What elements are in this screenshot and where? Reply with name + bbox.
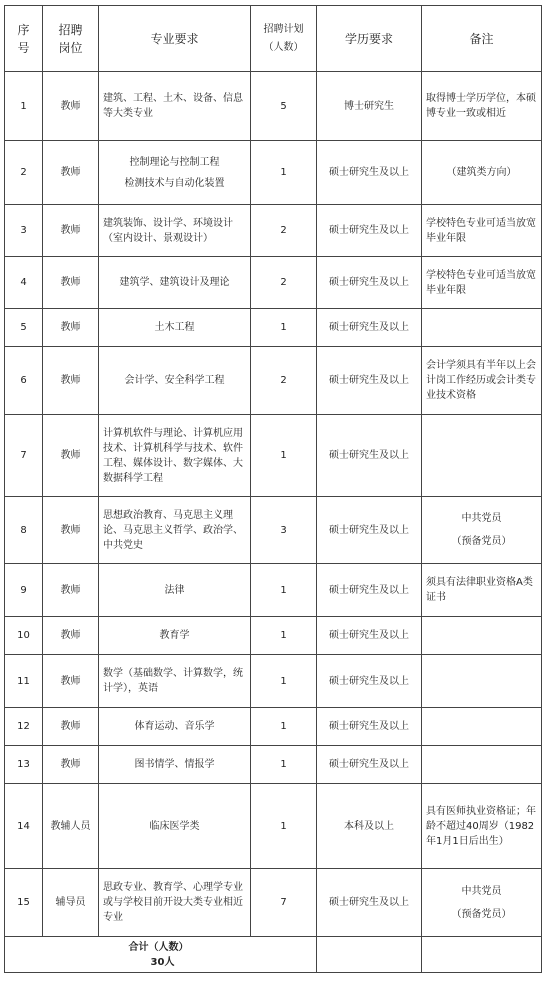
cell-notes (422, 746, 542, 784)
cell-count: 2 (251, 205, 317, 257)
recruitment-table (4, 5, 542, 973)
cell-position: 教辅人员 (43, 784, 99, 869)
cell-position: 辅导员 (43, 869, 99, 937)
cell-education: 硕士研究生及以上 (317, 257, 422, 309)
cell-education: 本科及以上 (317, 784, 422, 869)
cell-index: 4 (5, 257, 43, 309)
cell-notes: 取得博士学历学位，本硕博专业一致或相近 (422, 72, 542, 141)
cell-index: 13 (5, 746, 43, 784)
cell-index: 15 (5, 869, 43, 937)
cell-position: 教师 (43, 141, 99, 205)
cell-count: 1 (251, 655, 317, 708)
cell-position: 教师 (43, 205, 99, 257)
table-row (5, 141, 542, 205)
cell-major: 会计学、安全科学工程 (99, 347, 251, 415)
cell-index: 1 (5, 72, 43, 141)
cell-education: 硕士研究生及以上 (317, 655, 422, 708)
cell-index: 12 (5, 708, 43, 746)
cell-notes: 具有医师执业资格证；年龄不超过40周岁（1982年1月1日后出生） (422, 784, 542, 869)
cell-count: 1 (251, 708, 317, 746)
cell-index: 8 (5, 497, 43, 564)
cell-notes: 会计学须具有半年以上会计岗工作经历或会计类专业技术资格 (422, 347, 542, 415)
header-row (5, 6, 542, 72)
header-position: 招聘 岗位 (43, 6, 99, 72)
table-row (5, 309, 542, 347)
cell-count: 1 (251, 309, 317, 347)
cell-education: 硕士研究生及以上 (317, 141, 422, 205)
cell-notes: 学校特色专业可适当放宽毕业年限 (422, 205, 542, 257)
cell-major: 图书情学、情报学 (99, 746, 251, 784)
cell-index: 7 (5, 415, 43, 497)
cell-index: 6 (5, 347, 43, 415)
cell-major: 法律 (99, 564, 251, 617)
cell-major: 临床医学类 (99, 784, 251, 869)
cell-notes: 须具有法律职业资格A类证书 (422, 564, 542, 617)
table-row (5, 205, 542, 257)
cell-count: 5 (251, 72, 317, 141)
cell-major: 体育运动、音乐学 (99, 708, 251, 746)
cell-position: 教师 (43, 347, 99, 415)
cell-education: 硕士研究生及以上 (317, 564, 422, 617)
cell-count: 7 (251, 869, 317, 937)
cell-position: 教师 (43, 415, 99, 497)
cell-education: 硕士研究生及以上 (317, 205, 422, 257)
cell-position: 教师 (43, 655, 99, 708)
cell-education: 硕士研究生及以上 (317, 869, 422, 937)
cell-position: 教师 (43, 746, 99, 784)
cell-position: 教师 (43, 309, 99, 347)
cell-education: 博士研究生 (317, 72, 422, 141)
recruitment-table-container (4, 5, 542, 973)
cell-index: 9 (5, 564, 43, 617)
cell-notes: 中共党员 （预备党员） (422, 497, 542, 564)
cell-notes: （建筑类方向） (422, 141, 542, 205)
cell-major: 建筑学、建筑设计及理论 (99, 257, 251, 309)
cell-major: 建筑装饰、设计学、环境设计（室内设计、景观设计） (99, 205, 251, 257)
cell-count: 2 (251, 347, 317, 415)
table-row (5, 347, 542, 415)
cell-education: 硕士研究生及以上 (317, 708, 422, 746)
cell-notes: 学校特色专业可适当放宽毕业年限 (422, 257, 542, 309)
cell-education: 硕士研究生及以上 (317, 497, 422, 564)
cell-index: 5 (5, 309, 43, 347)
cell-notes: 中共党员 （预备党员） (422, 869, 542, 937)
cell-index: 10 (5, 617, 43, 655)
cell-count: 1 (251, 415, 317, 497)
cell-notes (422, 617, 542, 655)
cell-notes (422, 708, 542, 746)
cell-major: 思想政治教育、马克思主义理论、马克思主义哲学、政治学、中共党史 (99, 497, 251, 564)
cell-notes (422, 309, 542, 347)
total-label: 合计（人数）30人 (5, 937, 317, 973)
header-education: 学历要求 (317, 6, 422, 72)
cell-major: 土木工程 (99, 309, 251, 347)
cell-major: 控制理论与控制工程 检测技术与自动化装置 (99, 141, 251, 205)
cell-education: 硕士研究生及以上 (317, 746, 422, 784)
header-plan: 招聘计划 （人数） (251, 6, 317, 72)
cell-position: 教师 (43, 257, 99, 309)
header-notes: 备注 (422, 6, 542, 72)
header-major: 专业要求 (99, 6, 251, 72)
table-row (5, 72, 542, 141)
cell-position: 教师 (43, 708, 99, 746)
cell-count: 3 (251, 497, 317, 564)
cell-notes (422, 655, 542, 708)
cell-major: 建筑、工程、土木、设备、信息等大类专业 (99, 72, 251, 141)
cell-index: 2 (5, 141, 43, 205)
table-row (5, 784, 542, 869)
cell-index: 3 (5, 205, 43, 257)
total-row (5, 937, 542, 973)
cell-position: 教师 (43, 72, 99, 141)
table-row (5, 869, 542, 937)
cell-index: 11 (5, 655, 43, 708)
cell-major: 教育学 (99, 617, 251, 655)
cell-index: 14 (5, 784, 43, 869)
table-row (5, 497, 542, 564)
cell-count: 1 (251, 617, 317, 655)
cell-education: 硕士研究生及以上 (317, 415, 422, 497)
cell-position: 教师 (43, 497, 99, 564)
table-row (5, 746, 542, 784)
cell-position: 教师 (43, 564, 99, 617)
cell-count: 1 (251, 564, 317, 617)
cell-count: 1 (251, 746, 317, 784)
cell-education: 硕士研究生及以上 (317, 617, 422, 655)
cell-major: 计算机软件与理论、计算机应用技术、计算机科学与技术、软件工程、媒体设计、数字媒体、大数据科学工程 (99, 415, 251, 497)
cell-count: 1 (251, 784, 317, 869)
header-index: 序 号 (5, 6, 43, 72)
cell-major: 思政专业、教育学、心理学专业或与学校目前开设大类专业相近专业 (99, 869, 251, 937)
total-empty-education (317, 937, 422, 973)
table-row (5, 257, 542, 309)
table-row (5, 655, 542, 708)
cell-education: 硕士研究生及以上 (317, 309, 422, 347)
cell-position: 教师 (43, 617, 99, 655)
table-row (5, 415, 542, 497)
table-row (5, 564, 542, 617)
cell-notes (422, 415, 542, 497)
cell-count: 2 (251, 257, 317, 309)
cell-count: 1 (251, 141, 317, 205)
cell-education: 硕士研究生及以上 (317, 347, 422, 415)
cell-major: 数学（基础数学、计算数学，统计学），英语 (99, 655, 251, 708)
total-empty-notes (422, 937, 542, 973)
table-row (5, 617, 542, 655)
table-row (5, 708, 542, 746)
